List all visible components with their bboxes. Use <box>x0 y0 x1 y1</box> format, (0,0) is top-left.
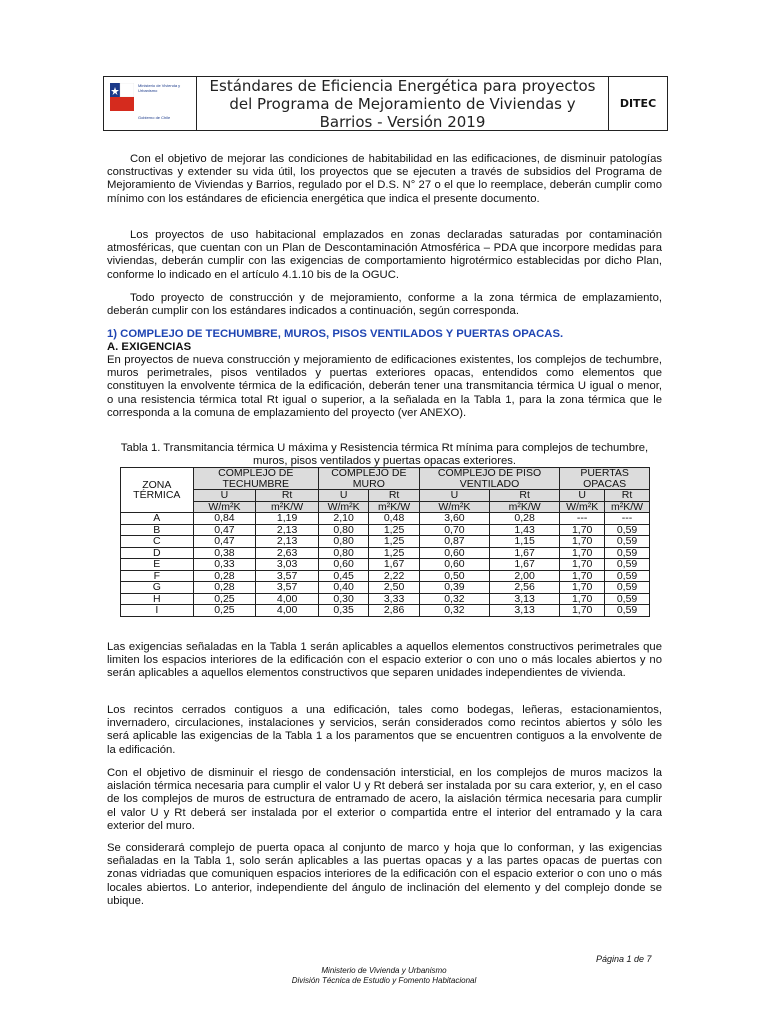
value-cell: 0,70 <box>419 524 489 536</box>
unit-u: W/m²K <box>193 501 256 513</box>
after-paragraph-1: Las exigencias señaladas en la Tabla 1 serán aplicables a aquellos elementos constructivos perimetrales que limiten los espacios interiores de la edificación con el espacio exterior o con uno o más locales abiertos y no serán aplicables a aquellos elementos constructivos que separen unidades independientes de vivienda. <box>107 641 662 680</box>
zone-cell: B <box>121 524 194 536</box>
unit-u: W/m²K <box>318 501 368 513</box>
subsection-title: A. EXIGENCIAS <box>107 341 192 353</box>
table-row <box>121 547 650 559</box>
unit-rt: m²K/W <box>369 501 419 513</box>
footer-ministry: Ministerio de Vivienda y Urbanismo <box>321 966 447 975</box>
value-cell: 0,30 <box>318 593 368 605</box>
unit-u: W/m²K <box>419 501 489 513</box>
value-cell: 0,33 <box>193 559 256 571</box>
value-cell: 2,86 <box>369 605 419 617</box>
logo-subtext: Gobierno de Chile <box>138 115 171 120</box>
u-header: U <box>419 490 489 502</box>
rt-header: Rt <box>490 490 560 502</box>
value-cell: 0,48 <box>369 513 419 525</box>
value-cell: 1,19 <box>256 513 319 525</box>
value-cell: 1,70 <box>560 582 605 594</box>
zone-cell: C <box>121 536 194 548</box>
value-cell: 1,70 <box>560 570 605 582</box>
value-cell: 0,59 <box>605 593 650 605</box>
intro-paragraph-1: Con el objetivo de mejorar las condiciones de habitabilidad en las edificaciones, de disminuir patologías constructivas y extender su vida útil, los proyectos que se ejecuten a través de subsidios del Programa de Mejoramiento de Viviendas y Barrios, regulado por el D.S. N° 27 o el que lo reemplace, deberán cumplir como mínimo con los estándares de eficiencia energética que indica el presente documento. <box>107 153 662 205</box>
value-cell: 1,15 <box>490 536 560 548</box>
after-paragraph-3: Con el objetivo de disminuir el riesgo de condensación intersticial, en los complejos de muros macizos la aislación térmica necesaria para cumplir el valor U y Rt deberá ser instalada por su cara exterior, y, en el caso de los complejos de muros de estructura de entramado de acero, la aislación térmica necesaria para cumplir el valor U y Rt deberá ser instalada por el exterior o compartida entre el interior del entramado y la cara exterior del muro. <box>107 767 662 832</box>
table-row <box>121 524 650 536</box>
unit-rt: m²K/W <box>256 501 319 513</box>
footer-division: División Técnica de Estudio y Fomento Habitacional <box>291 976 477 985</box>
value-cell: 0,80 <box>318 536 368 548</box>
value-cell: 0,59 <box>605 547 650 559</box>
value-cell: 0,59 <box>605 536 650 548</box>
zone-cell: A <box>121 513 194 525</box>
value-cell: 1,70 <box>560 605 605 617</box>
value-cell: 0,28 <box>193 582 256 594</box>
table-row <box>121 593 650 605</box>
value-cell: 0,84 <box>193 513 256 525</box>
ministry-logo <box>104 77 197 130</box>
value-cell: 1,25 <box>369 524 419 536</box>
value-cell: 0,40 <box>318 582 368 594</box>
value-cell: 0,60 <box>419 559 489 571</box>
group-header: COMPLEJO DE TECHUMBRE <box>193 468 318 490</box>
value-cell: 0,59 <box>605 582 650 594</box>
requirements-paragraph: En proyectos de nueva construcción y mejoramiento de edificaciones existentes, los complejos de techumbre, muros perimetrales, pisos ventilados y puertas exteriores opacas, entendidos como elementos que constituyen la envolvente térmica de la edificación, deberán tener una transmitancia térmica U igual o menor, o una resistencia térmica total Rt igual o superior, a la señalada en la Tabla 1, para la zona térmica que le corresponda a la comuna de emplazamiento del proyecto (ver ANEXO). <box>107 354 662 419</box>
value-cell: 0,80 <box>318 524 368 536</box>
group-header: COMPLEJO DE MURO <box>318 468 419 490</box>
value-cell: 1,70 <box>560 593 605 605</box>
zone-cell: E <box>121 559 194 571</box>
table-row <box>121 570 650 582</box>
value-cell: 1,70 <box>560 536 605 548</box>
value-cell: 3,03 <box>256 559 319 571</box>
value-cell: 1,43 <box>490 524 560 536</box>
table-body <box>121 513 650 617</box>
value-cell: 0,25 <box>193 593 256 605</box>
value-cell: --- <box>605 513 650 525</box>
rt-header: Rt <box>369 490 419 502</box>
after-paragraph-4: Se considerará complejo de puerta opaca al conjunto de marco y hoja que lo conforman, y las exigencias señaladas en la Tabla 1, solo serán aplicables a las puertas opacas y a las partes opacas de puertas con zonas vidriadas que comuniquen espacios interiores de la edificación con el espacio exterior o con uno o más locales abiertos. Lo anterior, independiente del ángulo de inclinación del elemento y del complejo donde se ubique. <box>107 842 662 907</box>
intro-paragraph-2: Los proyectos de uso habitacional emplazados en zonas declaradas saturadas por contaminación atmosféricas, que cuentan con un Plan de Descontaminación Atmosférica – PDA que incorpore medidas para viviendas, deberán cumplir con las exigencias de comportamiento higrotérmico establecidas por dicho Plan, conforme lo indicado en el artículo 4.1.10 bis de la OGUC. <box>107 229 662 281</box>
table-row <box>121 605 650 617</box>
value-cell: 4,00 <box>256 605 319 617</box>
value-cell: 3,13 <box>490 605 560 617</box>
value-cell: 1,25 <box>369 536 419 548</box>
u-header: U <box>193 490 256 502</box>
table-row <box>121 513 650 525</box>
value-cell: 2,10 <box>318 513 368 525</box>
value-cell: 3,57 <box>256 570 319 582</box>
value-cell: --- <box>560 513 605 525</box>
group-header: PUERTAS OPACAS <box>560 468 650 490</box>
zone-cell: D <box>121 547 194 559</box>
zone-cell: G <box>121 582 194 594</box>
value-cell: 0,59 <box>605 605 650 617</box>
value-cell: 0,50 <box>419 570 489 582</box>
document-code: DITEC <box>608 77 667 130</box>
table-1 <box>120 467 650 617</box>
table-row <box>121 536 650 548</box>
group-header: COMPLEJO DE PISO VENTILADO <box>419 468 559 490</box>
document-header <box>103 76 668 131</box>
intro-paragraph-3: Todo proyecto de construcción y de mejoramiento, conforme a la zona térmica de emplazamiento, deberán cumplir con los estándares indicados a continuación, según corresponda. <box>107 292 662 318</box>
value-cell: 3,60 <box>419 513 489 525</box>
value-cell: 2,63 <box>256 547 319 559</box>
value-cell: 2,13 <box>256 536 319 548</box>
unit-u: W/m²K <box>560 501 605 513</box>
value-cell: 0,59 <box>605 559 650 571</box>
u-header: U <box>560 490 605 502</box>
zone-cell: H <box>121 593 194 605</box>
value-cell: 1,70 <box>560 524 605 536</box>
value-cell: 0,59 <box>605 524 650 536</box>
table-caption: Tabla 1. Transmitancia térmica U máxima y Resistencia térmica Rt mínima para complejos de techumbre, muros, pisos ventilados y puertas opacas exteriores. <box>120 442 649 467</box>
value-cell: 3,33 <box>369 593 419 605</box>
value-cell: 0,25 <box>193 605 256 617</box>
value-cell: 0,45 <box>318 570 368 582</box>
value-cell: 3,57 <box>256 582 319 594</box>
zone-cell: I <box>121 605 194 617</box>
value-cell: 0,28 <box>490 513 560 525</box>
value-cell: 2,00 <box>490 570 560 582</box>
value-cell: 2,50 <box>369 582 419 594</box>
value-cell: 1,67 <box>490 559 560 571</box>
value-cell: 0,32 <box>419 593 489 605</box>
value-cell: 1,70 <box>560 547 605 559</box>
zone-header: ZONA TÉRMICA <box>121 468 194 513</box>
zone-cell: F <box>121 570 194 582</box>
table-row <box>121 582 650 594</box>
value-cell: 2,13 <box>256 524 319 536</box>
rt-header: Rt <box>256 490 319 502</box>
value-cell: 0,59 <box>605 570 650 582</box>
value-cell: 0,32 <box>419 605 489 617</box>
value-cell: 1,25 <box>369 547 419 559</box>
value-cell: 0,39 <box>419 582 489 594</box>
value-cell: 1,67 <box>369 559 419 571</box>
value-cell: 0,47 <box>193 524 256 536</box>
unit-rt: m²K/W <box>490 501 560 513</box>
value-cell: 3,13 <box>490 593 560 605</box>
value-cell: 0,80 <box>318 547 368 559</box>
value-cell: 0,47 <box>193 536 256 548</box>
after-paragraph-2: Los recintos cerrados contiguos a una edificación, tales como bodegas, leñeras, estacionamientos, invernadero, circulaciones, instalaciones y servicios, serán considerados como recintos abiertos y sólo les será aplicable las exigencias de la Tabla 1 a los paramentos que se encuentren contiguos a la envolvente de la edificación. <box>107 704 662 756</box>
value-cell: 0,60 <box>318 559 368 571</box>
page-number: Página 1 de 7 <box>596 954 652 964</box>
value-cell: 0,35 <box>318 605 368 617</box>
section-title: 1) COMPLEJO DE TECHUMBRE, MUROS, PISOS VENTILADOS Y PUERTAS OPACAS. <box>107 328 564 340</box>
u-header: U <box>318 490 368 502</box>
unit-rt: m²K/W <box>605 501 650 513</box>
value-cell: 0,87 <box>419 536 489 548</box>
value-cell: 1,67 <box>490 547 560 559</box>
value-cell: 2,22 <box>369 570 419 582</box>
table-row <box>121 559 650 571</box>
chile-emblem-icon <box>110 83 134 123</box>
value-cell: 4,00 <box>256 593 319 605</box>
value-cell: 0,60 <box>419 547 489 559</box>
value-cell: 0,28 <box>193 570 256 582</box>
logo-text: Ministerio de Vivienda y Urbanismo <box>138 83 181 93</box>
value-cell: 2,56 <box>490 582 560 594</box>
value-cell: 1,70 <box>560 559 605 571</box>
document-title: Estándares de Eficiencia Energética para proyectos del Programa de Mejoramiento de Viviendas y Barrios - Versión 2019 <box>209 76 596 131</box>
rt-header: Rt <box>605 490 650 502</box>
value-cell: 0,38 <box>193 547 256 559</box>
